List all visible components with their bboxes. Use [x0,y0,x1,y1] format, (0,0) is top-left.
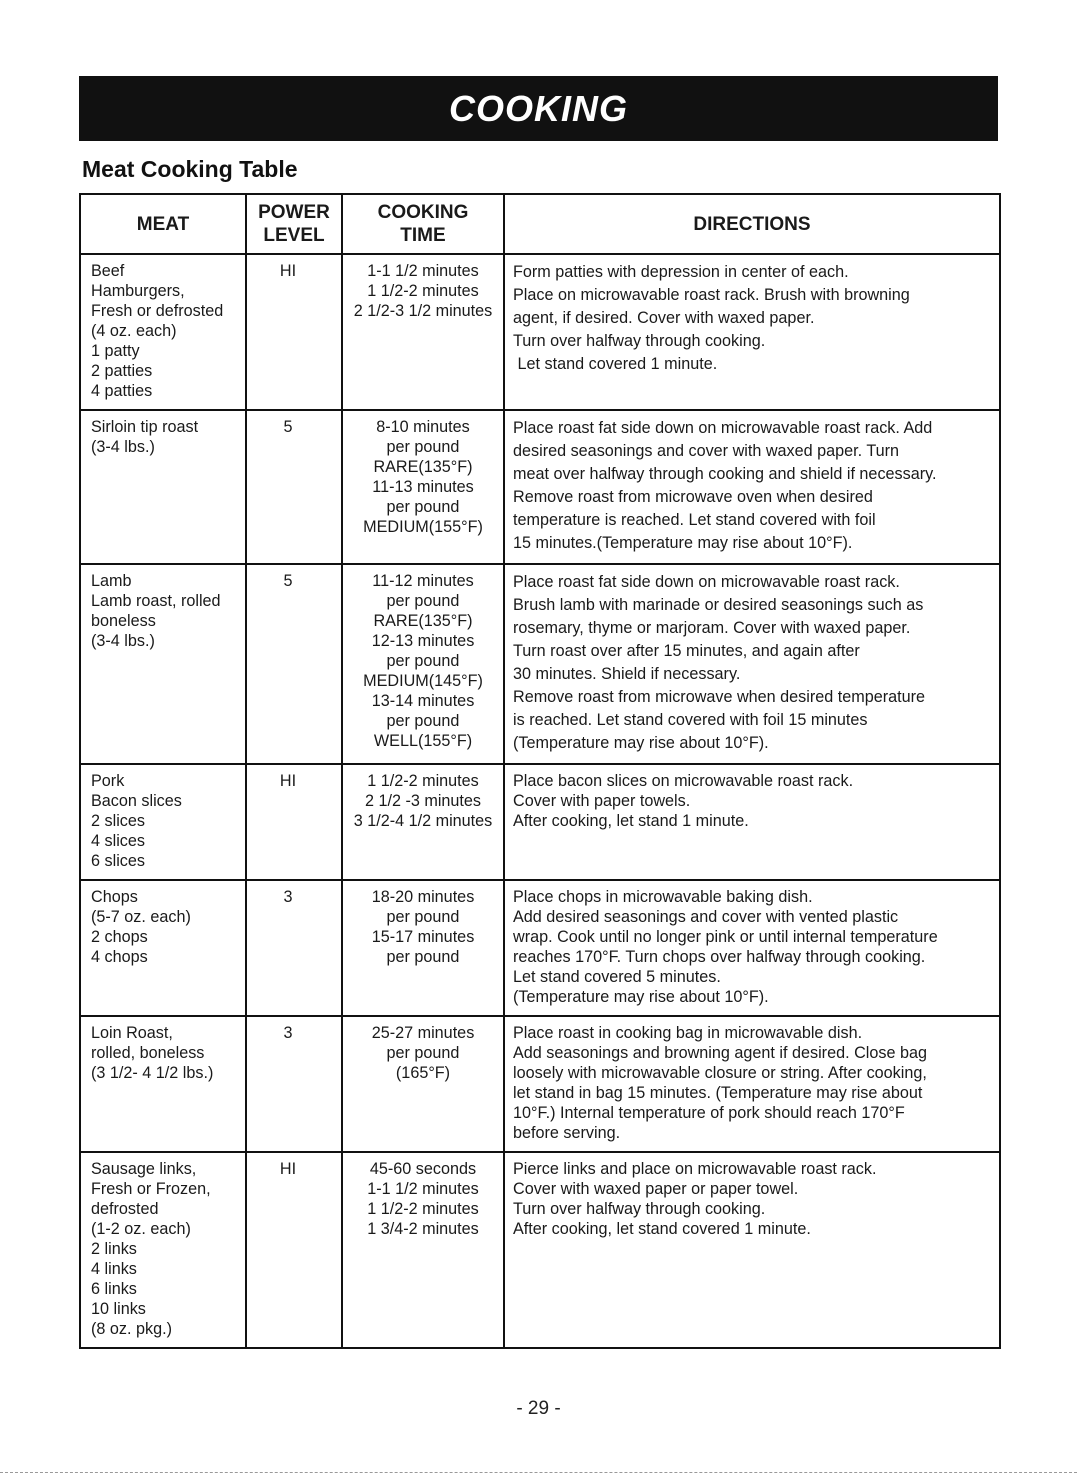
header-cooking-time: COOKING TIME [342,194,504,254]
time-line: 18-20 minutes [371,888,475,906]
meat-line: Lamb [91,572,132,590]
cooking-time-cell [342,564,504,764]
meat-line: (3-4 lbs.) [91,632,155,650]
directions-line: is reached. Let stand covered with foil 15 minutes [513,711,868,729]
time-line: per pound [386,908,460,926]
directions-line: Turn over halfway through cooking. [513,1200,766,1218]
cooking-time-cell [342,1016,504,1152]
meat-line: 2 slices [91,812,145,830]
power-level-cell [246,564,342,764]
meat-line: Pork [91,772,125,790]
directions-line: temperature is reached. Let stand covered with foil [513,511,876,529]
meat-line: 2 patties [91,362,153,380]
meat-line: 4 links [91,1260,137,1278]
directions-line: Turn over halfway through cooking. [513,332,766,350]
directions-line: Cover with paper towels. [513,792,691,810]
table-row [80,1016,1000,1152]
meat-line: Beef [91,262,125,280]
directions-line: loosely with microwavable closure or string. After cooking, [513,1064,927,1082]
time-line: 2 1/2 -3 minutes [364,792,482,810]
directions-line: rosemary, thyme or marjoram. Cover with waxed paper. [513,619,911,637]
table-body [80,254,1000,1348]
table-row [80,410,1000,564]
time-line: MEDIUM(145°F) [363,672,483,690]
cooking-time-cell [342,410,504,564]
meat-line: 4 chops [91,948,148,966]
directions-line: meat over halfway through cooking and shield if necessary. [513,465,937,483]
time-line: WELL(155°F) [373,732,473,750]
meat-line: Lamb roast, rolled [91,592,221,610]
meat-line: Fresh or Frozen, [91,1180,211,1198]
time-line: per pound [386,652,460,670]
directions-line: Cover with waxed paper or paper towel. [513,1180,799,1198]
directions-line: Brush lamb with marinade or desired seasonings such as [513,596,924,614]
meat-line: (8 oz. pkg.) [91,1320,172,1338]
meat-line: Chops [91,888,138,906]
directions-line: Place roast fat side down on microwavable roast rack. [513,573,900,591]
time-line: 1-1 1/2 minutes [367,1180,479,1198]
table-row [80,564,1000,764]
meat-line: boneless [91,612,156,630]
header-directions: DIRECTIONS [504,194,1000,254]
power-level-value: 5 [283,572,293,590]
meat-line: rolled, boneless [91,1044,205,1062]
time-line: 2 1/2-3 1/2 minutes [353,302,493,320]
meat-line: Sirloin tip roast [91,418,199,436]
table-row [80,880,1000,1016]
directions-line: Add seasonings and browning agent if desired. Close bag [513,1044,927,1062]
page-number: - 29 - [516,1398,561,1419]
time-line: 1 1/2-2 minutes [367,282,479,300]
time-line: (165°F) [395,1064,451,1082]
meat-cell [80,564,246,764]
directions-line: After cooking, let stand 1 minute. [513,812,749,830]
time-line: 1 1/2-2 minutes [367,772,479,790]
time-line: 1-1 1/2 minutes [367,262,479,280]
power-level-value: HI [279,772,297,790]
power-level-value: 3 [283,1024,293,1042]
meat-line: (5-7 oz. each) [91,908,191,926]
time-line: per pound [386,438,460,456]
time-line: per pound [386,712,460,730]
meat-cell [80,1016,246,1152]
table-row [80,1152,1000,1348]
directions-cell [504,564,1000,764]
directions-line: 15 minutes.(Temperature may rise about 10°F). [513,534,853,552]
meat-line: 6 slices [91,852,145,870]
directions-line: before serving. [513,1124,621,1142]
directions-line: (Temperature may rise about 10°F). [513,988,769,1006]
time-line: 8-10 minutes [376,418,470,436]
time-line: per pound [386,1044,460,1062]
time-line: per pound [386,948,460,966]
time-line: 1 1/2-2 minutes [367,1200,479,1218]
directions-line: Place roast fat side down on microwavable roast rack. Add [513,419,933,437]
table-header-row [80,194,1000,254]
directions-line: Add desired seasonings and cover with vented plastic [513,908,899,926]
power-level-value: HI [279,262,297,280]
meat-line: 1 patty [91,342,140,360]
time-line: 15-17 minutes [371,928,475,946]
directions-cell [504,764,1000,880]
time-line: RARE(135°F) [373,612,473,630]
power-level-cell [246,254,342,410]
power-level-value: 5 [283,418,293,436]
meat-line: (1-2 oz. each) [91,1220,191,1238]
directions-line: agent, if desired. Cover with waxed paper. [513,309,815,327]
directions-line: 10°F.) Internal temperature of pork should reach 170°F [513,1104,905,1122]
time-line: RARE(135°F) [373,458,473,476]
meat-line: Hamburgers, [91,282,185,300]
table-row [80,764,1000,880]
power-level-cell [246,1152,342,1348]
section-title: Meat Cooking Table [82,156,298,182]
directions-line: desired seasonings and cover with waxed paper. Turn [513,442,900,460]
meat-line: 4 patties [91,382,153,400]
directions-line: reaches 170°F. Turn chops over halfway through cooking. [513,948,926,966]
meat-line: (3 1/2- 4 1/2 lbs.) [91,1064,214,1082]
time-line: 1 3/4-2 minutes [367,1220,479,1238]
directions-line: Place roast in cooking bag in microwavable dish. [513,1024,863,1042]
cooking-banner [79,76,998,141]
meat-cell [80,880,246,1016]
meat-line: 4 slices [91,832,145,850]
directions-line: Let stand covered 1 minute. [513,355,718,373]
power-level-value: 3 [283,888,293,906]
directions-line: Place on microwavable roast rack. Brush with browning [513,286,910,304]
power-level-value: HI [279,1160,297,1178]
directions-line: (Temperature may rise about 10°F). [513,734,769,752]
meat-line: 2 chops [91,928,148,946]
directions-line: After cooking, let stand covered 1 minute. [513,1220,811,1238]
cooking-time-cell [342,880,504,1016]
directions-line: 30 minutes. Shield if necessary. [513,665,741,683]
time-line: 12-13 minutes [371,632,475,650]
header-meat: MEAT [80,194,246,254]
table-row [80,254,1000,410]
directions-line: Let stand covered 5 minutes. [513,968,721,986]
time-line: 45-60 seconds [369,1160,477,1178]
time-line: per pound [386,498,460,516]
meat-line: 10 links [91,1300,146,1318]
power-level-cell [246,764,342,880]
directions-line: Place chops in microwavable baking dish. [513,888,813,906]
directions-line: let stand in bag 15 minutes. (Temperature may rise about [513,1084,923,1102]
meat-line: defrosted [91,1200,159,1218]
directions-cell [504,254,1000,410]
directions-line: wrap. Cook until no longer pink or until internal temperature [513,928,938,946]
time-line: per pound [386,592,460,610]
cooking-time-cell [342,254,504,410]
directions-line: Form patties with depression in center of each. [513,263,849,281]
meat-line: Bacon slices [91,792,182,810]
power-level-cell [246,880,342,1016]
power-level-cell [246,1016,342,1152]
meat-cell [80,254,246,410]
meat-cooking-table [79,193,1001,1349]
cooking-time-cell [342,764,504,880]
meat-line: (3-4 lbs.) [91,438,155,456]
meat-line: (4 oz. each) [91,322,177,340]
power-level-cell [246,410,342,564]
directions-cell [504,1016,1000,1152]
meat-line: 6 links [91,1280,137,1298]
header-power-level: POWER LEVEL [246,194,342,254]
bottom-rule [0,1472,1077,1473]
time-line: 25-27 minutes [371,1024,475,1042]
time-line: 13-14 minutes [371,692,475,710]
time-line: MEDIUM(155°F) [363,518,483,536]
meat-line: 2 links [91,1240,137,1258]
directions-line: Pierce links and place on microwavable roast rack. [513,1160,877,1178]
time-line: 11-12 minutes [372,572,474,590]
directions-cell [504,880,1000,1016]
time-line: 11-13 minutes [372,478,474,496]
cooking-time-cell [342,1152,504,1348]
meat-cell [80,410,246,564]
meat-line: Loin Roast, [91,1024,173,1042]
meat-line: Sausage links, [91,1160,197,1178]
meat-cell [80,1152,246,1348]
directions-cell [504,410,1000,564]
directions-cell [504,1152,1000,1348]
meat-cell [80,764,246,880]
banner-title: COOKING [448,87,628,129]
directions-line: Remove roast from microwave when desired temperature [513,688,926,706]
meat-line: Fresh or defrosted [91,302,224,320]
time-line: 3 1/2-4 1/2 minutes [353,812,493,830]
directions-line: Turn roast over after 15 minutes, and again after [513,642,860,660]
directions-line: Place bacon slices on microwavable roast rack. [513,772,854,790]
directions-line: Remove roast from microwave oven when desired [513,488,873,506]
